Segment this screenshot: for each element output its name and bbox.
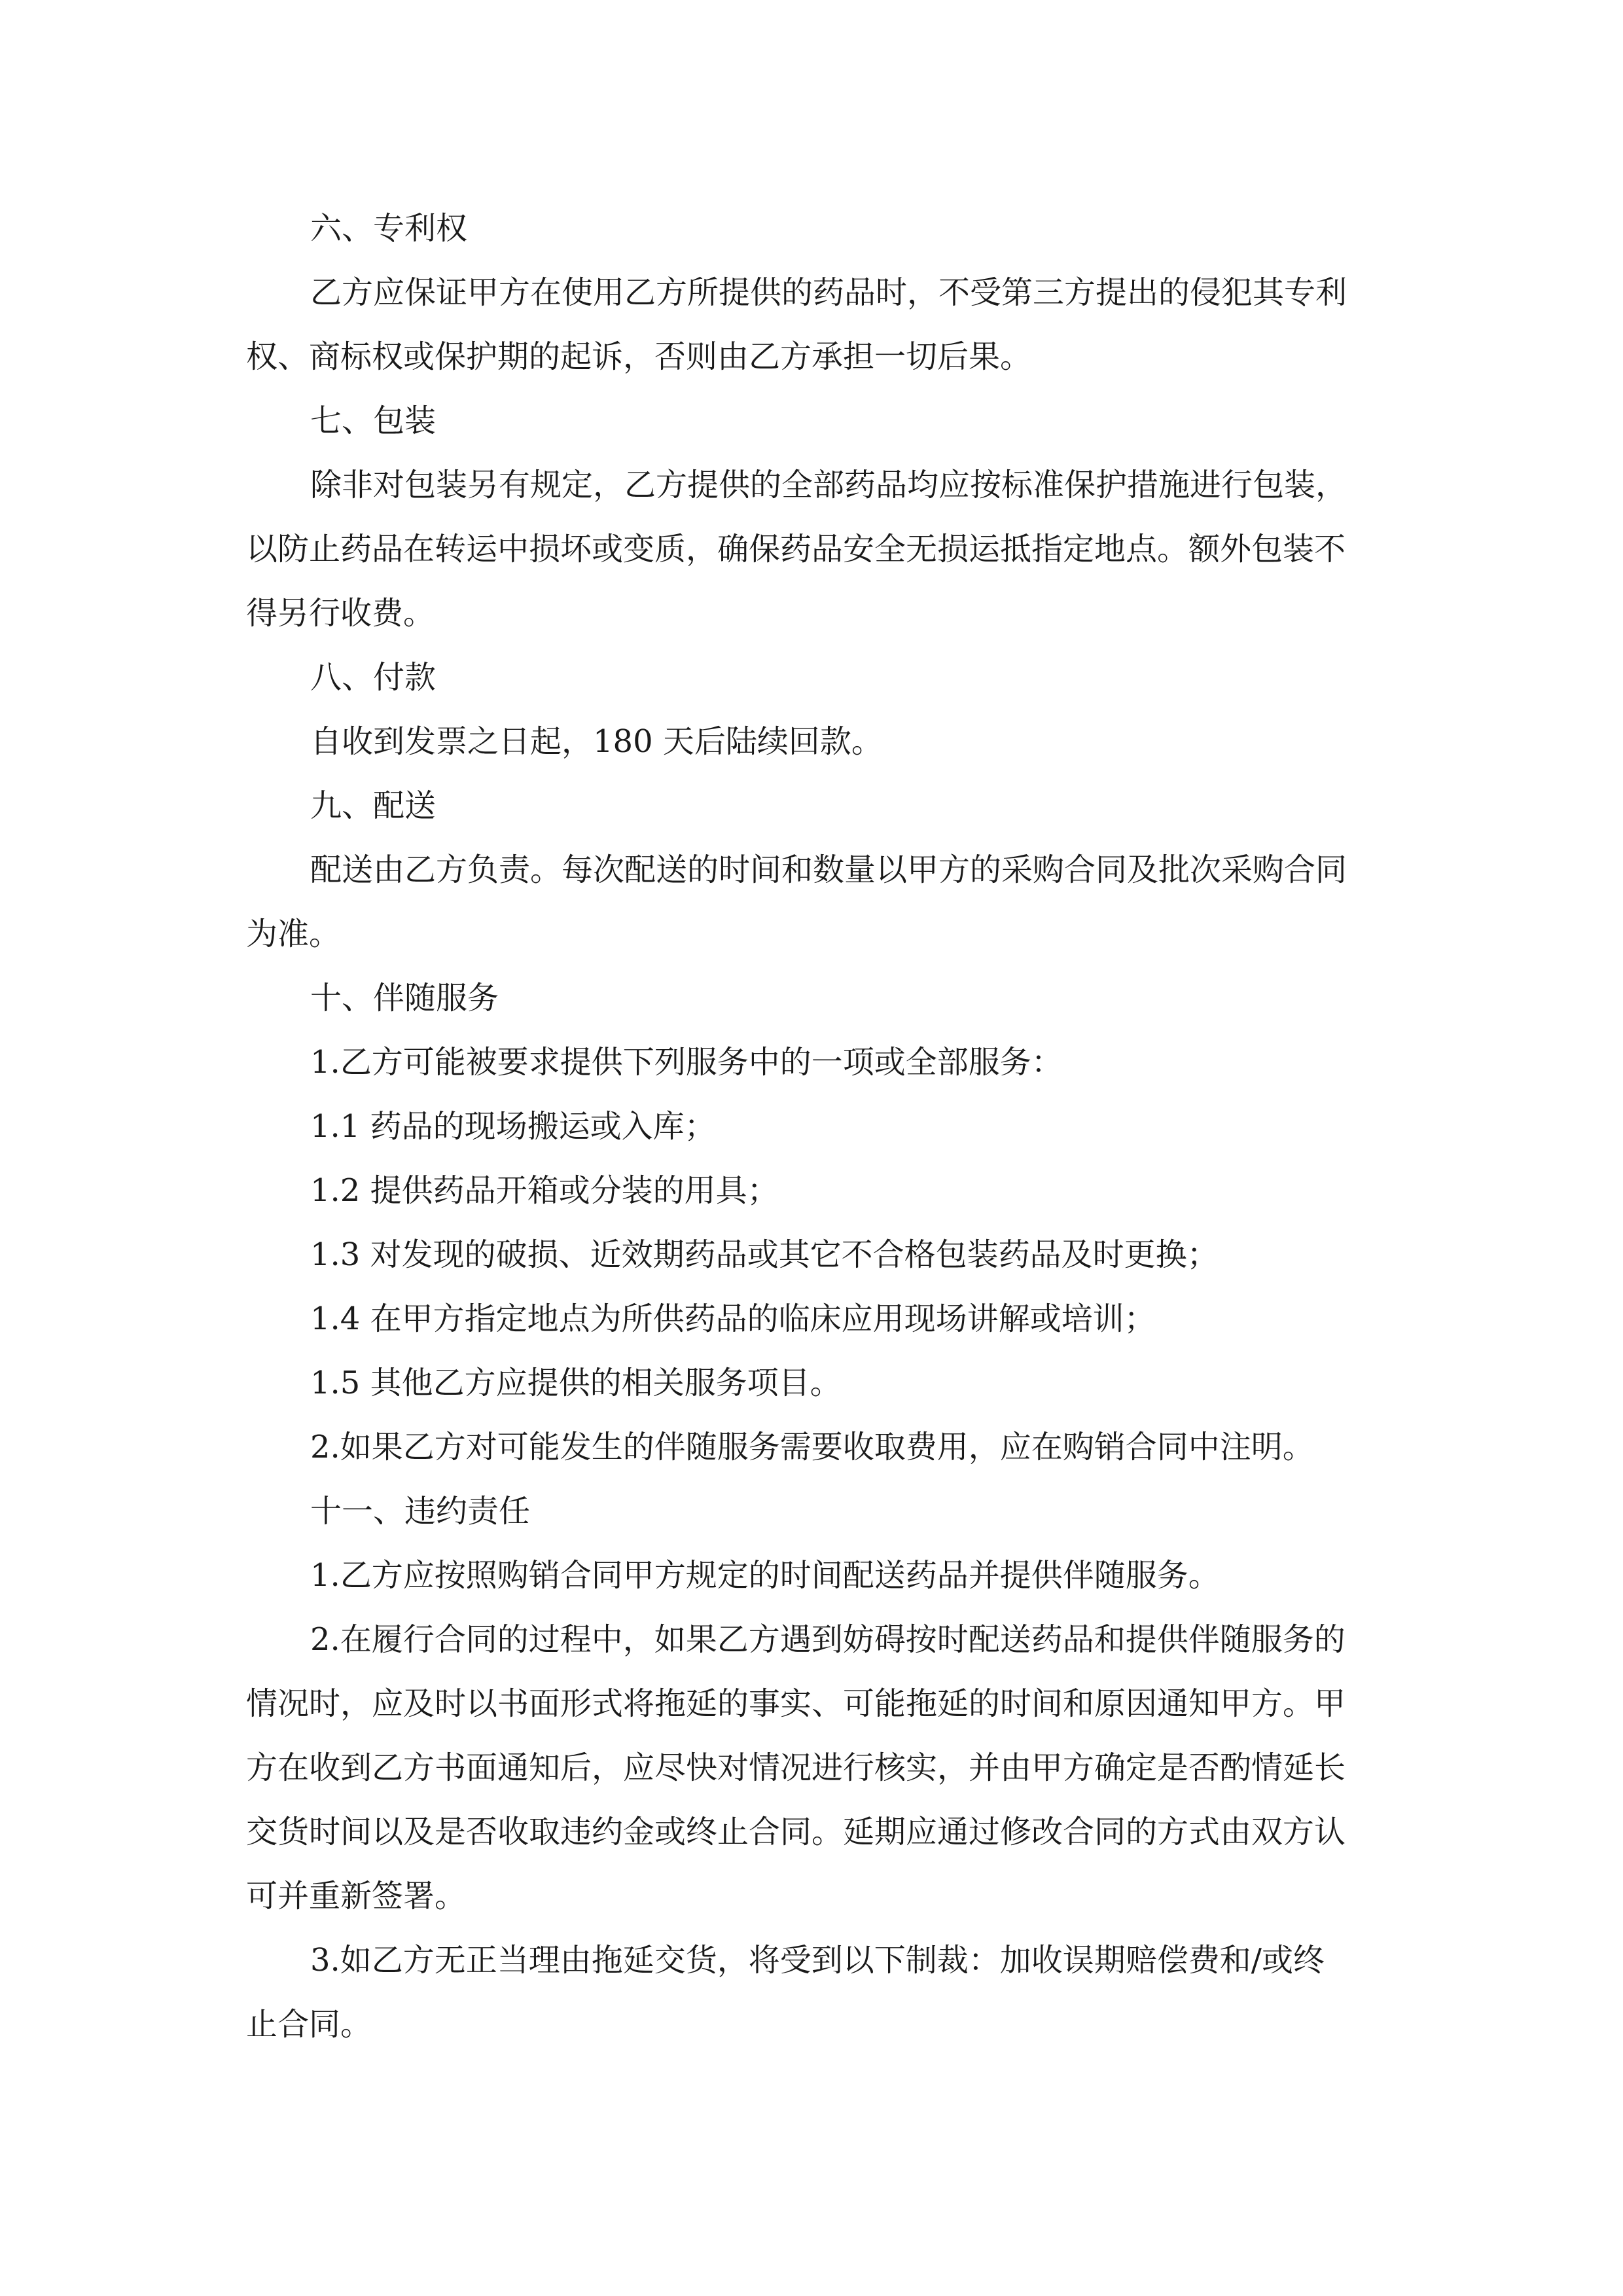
paragraph-line: 配送由乙方负责。每次配送的时间和数量以甲方的采购合同及批次采购合同 <box>310 852 1347 888</box>
paragraph-line: 自收到发票之日起，180 天后陆续回款。 <box>310 723 883 760</box>
list-item: 2.在履行合同的过程中，如果乙方遇到妨碍按时配送药品和提供伴随服务的 <box>310 1621 1346 1658</box>
section-heading-patent: 六、专利权 <box>310 210 468 247</box>
paragraph-line: 乙方应保证甲方在使用乙方所提供的药品时，不受第三方提出的侵犯其专利 <box>310 274 1347 311</box>
document-body <box>246 196 1377 2056</box>
list-item: 1.1 药品的现场搬运或入库； <box>310 1108 716 1145</box>
paragraph-line: 交货时间以及是否收取违约金或终止合同。延期应通过修改合同的方式由双方认 <box>246 1814 1346 1850</box>
paragraph-line: 止合同。 <box>246 2006 372 2043</box>
list-item: 1.3 对发现的破损、近效期药品或其它不合格包装药品及时更换； <box>310 1236 1219 1273</box>
paragraph-line: 可并重新签署。 <box>246 1878 467 1914</box>
section-heading-delivery: 九、配送 <box>310 787 437 824</box>
list-item: 1.乙方可能被要求提供下列服务中的一项或全部服务： <box>310 1044 1063 1081</box>
section-heading-services: 十、伴随服务 <box>310 980 499 1016</box>
section-heading-liability: 十一、违约责任 <box>310 1493 531 1530</box>
paragraph-line: 为准。 <box>246 916 341 952</box>
list-item: 1.5 其他乙方应提供的相关服务项目。 <box>310 1365 842 1401</box>
paragraph-line: 情况时，应及时以书面形式将拖延的事实、可能拖延的时间和原因通知甲方。甲 <box>246 1685 1346 1722</box>
paragraph-line: 权、商标权或保护期的起诉，否则由乙方承担一切后果。 <box>246 338 1032 375</box>
list-item: 1.2 提供药品开箱或分装的用具； <box>310 1172 779 1209</box>
list-item: 2.如果乙方对可能发生的伴随服务需要收取费用，应在购销合同中注明。 <box>310 1429 1314 1465</box>
paragraph-line: 以防止药品在转运中损坏或变质，确保药品安全无损运抵指定地点。额外包装不 <box>246 531 1346 567</box>
paragraph-line: 方在收到乙方书面通知后，应尽快对情况进行核实，并由甲方确定是否酌情延长 <box>246 1749 1346 1786</box>
section-heading-payment: 八、付款 <box>310 659 437 696</box>
list-item: 3.如乙方无正当理由拖延交货，将受到以下制裁：加收误期赔偿费和/或终 <box>310 1942 1325 1979</box>
list-item: 1.4 在甲方指定地点为所供药品的临床应用现场讲解或培训； <box>310 1300 1156 1337</box>
section-heading-packaging: 七、包装 <box>310 403 437 439</box>
paragraph-line: 除非对包装另有规定，乙方提供的全部药品均应按标准保护措施进行包装， <box>310 467 1347 503</box>
paragraph-line: 得另行收费。 <box>246 595 435 632</box>
list-item: 1.乙方应按照购销合同甲方规定的时间配送药品并提供伴随服务。 <box>310 1557 1220 1594</box>
